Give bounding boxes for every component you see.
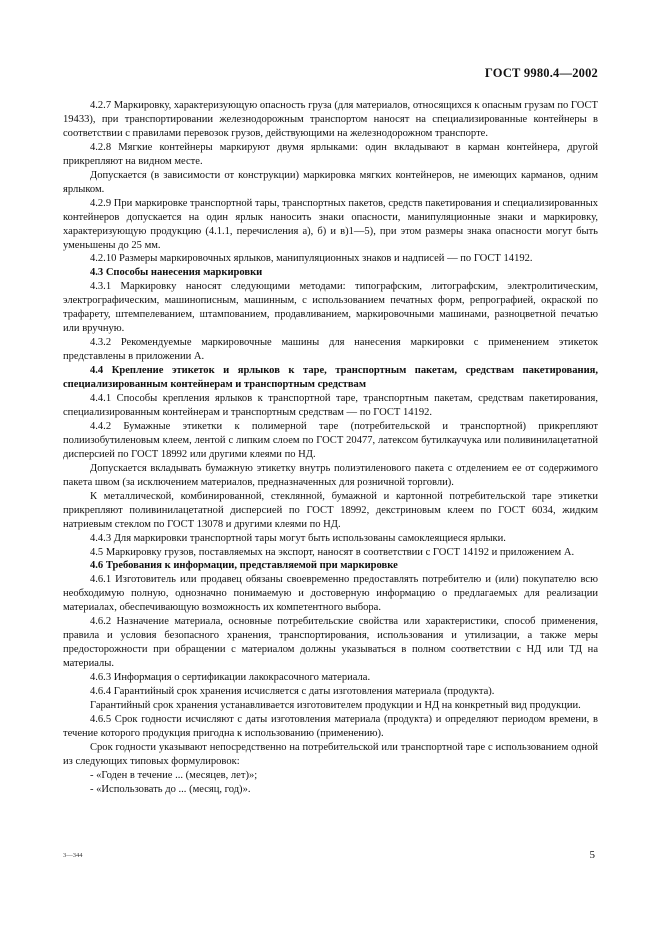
paragraph-4-6-2: 4.6.2 Назначение материала, основные потребительские свойства или характеристики, способ применения, правила и условия безопасного хранения, транспортирования, использования и утилизации, а также меры предосторожности при обращении с материалом должны указываться в полном соответствии с НД или ТД на материалы.	[63, 616, 598, 670]
section-heading-4-4: 4.4 Крепление этикеток и ярлыков к таре, транспортным пакетам, средствам пакетирования, специализированным контейнерам и транспортным средствам	[63, 365, 598, 391]
print-code: 3—344	[63, 852, 83, 859]
paragraph-4-6-5: 4.6.5 Срок годности исчисляют с даты изготовления материала (продукта) и определяют периодом времени, в течение которого продукция пригодна к использованию (применению).	[63, 713, 598, 739]
paragraph-4-5: 4.5 Маркировку грузов, поставляемых на экспорт, наносят в соответствии с ГОСТ 14192 и приложением А.	[90, 546, 575, 558]
paragraph-shelf-life-wording: Срок годности указывают непосредственно на потребительской или транспортной таре с использованием одной из следующих типовых формулировок:	[63, 741, 598, 767]
paragraph-4-4-3: 4.4.3 Для маркировки транспортной тары могут быть использованы самоклеящиеся ярлыки.	[90, 532, 506, 544]
paragraph-4-2-9: 4.2.9 При маркировке транспортной тары, транспортных пакетов, средств пакетирования и специализированных контейнеров допускается на один ярлык наносить знаки опасности, манипуляционные знаки и маркировку, характеризующую продукцию (4.1.1, перечисления а), б) и в)1—5), при этом размеры знака опасности могут быть уменьшены до 25 мм.	[63, 197, 598, 251]
list-item-use-before: - «Использовать до ... (месяц, год)».	[90, 783, 251, 795]
paragraph-4-2-10: 4.2.10 Размеры маркировочных ярлыков, манипуляционных знаков и надписей — по ГОСТ 14192.	[90, 253, 533, 265]
document-header: ГОСТ 9980.4—2002	[484, 66, 598, 80]
paragraph-metal-packaging: К металлической, комбинированной, стеклянной, бумажной и картонной потребительской таре этикетки прикрепляют поливинилацетатной дисперсией по ГОСТ 18992, декстриновым клеем по ГОСТ 6034, жидким натриевым стеклом по ГОСТ 13078 и другими клеями по НД.	[63, 490, 598, 530]
section-heading-4-6: 4.6 Требования к информации, представляемой при маркировке	[90, 560, 398, 572]
paragraph-paper-label-bag: Допускается вкладывать бумажную этикетку внутрь полиэтиленового пакета с отделением ее от содержимого пакета швом (за исключением материалов, предназначенных для розничной торговли).	[63, 462, 598, 488]
paragraph-4-6-1: 4.6.1 Изготовитель или продавец обязаны своевременно предоставлять потребителю и (или) покупателю всю необходимую полную, однозначно понимаемую и достоверную информацию о предлагаемых для реализации материалах, обеспечивающую возможность их компетентного выбора.	[63, 574, 598, 614]
paragraph-4-6-4: 4.6.4 Гарантийный срок хранения исчисляется с даты изготовления материала (продукта).	[90, 686, 495, 698]
document-body	[63, 99, 598, 797]
paragraph-4-4-1: 4.4.1 Способы крепления ярлыков к транспортной таре, транспортным пакетам, средствам пакетирования, специализированным контейнерам и транспортным средствам — по ГОСТ 14192.	[63, 393, 598, 418]
paragraph-4-6-3: 4.6.3 Информация о сертификации лакокрасочного материала.	[90, 672, 371, 684]
list-item-valid-for: - «Годен в течение ... (месяцев, лет)»;	[90, 769, 258, 781]
paragraph-4-2-8: 4.2.8 Мягкие контейнеры маркируют двумя ярлыками: один вкладывают в карман контейнера, другой прикрепляют на видном месте.	[63, 141, 598, 167]
page-number: 5	[589, 849, 595, 861]
paragraph-warranty-period: Гарантийный срок хранения устанавливается изготовителем продукции и НД на конкретный вид продукции.	[90, 699, 581, 711]
paragraph-4-2-7: 4.2.7 Маркировку, характеризующую опасность груза (для материалов, относящихся к опасным грузам по ГОСТ 19433), при транспортировании железнодорожным транспортом наносят на специализированные контейнеры в соответствии с правилами перевозок грузов, действующими на железнодорожном транспорте.	[63, 100, 598, 139]
paragraph-4-3-1: 4.3.1 Маркировку наносят следующими методами: типографским, литографским, электролитическим, электрографическим, машинописным, машинным, с использованием печатных форм, репрографией, окраской по трафарету, штемпелеванием, штампованием, продавливанием, маркировочными машинами, разноцветной печатью или вручную.	[63, 281, 598, 335]
section-heading-4-3: 4.3 Способы нанесения маркировки	[90, 267, 263, 279]
paragraph-4-4-2: 4.4.2 Бумажные этикетки к полимерной таре (потребительской и транспортной) прикрепляют полиизобутиленовым клеем, лентой с липким слоем по ГОСТ 20477, латексом бутилкаучука или поливинилацетатной дисперсией по ГОСТ 18992 или другими клеями по НД.	[63, 420, 598, 460]
paragraph-soft-containers: Допускается (в зависимости от конструкции) маркировка мягких контейнеров, не имеющих карманов, одним ярлыком.	[63, 169, 598, 195]
paragraph-4-3-2: 4.3.2 Рекомендуемые маркировочные машины для нанесения маркировки с применением этикеток представлены в приложении А.	[63, 337, 598, 363]
